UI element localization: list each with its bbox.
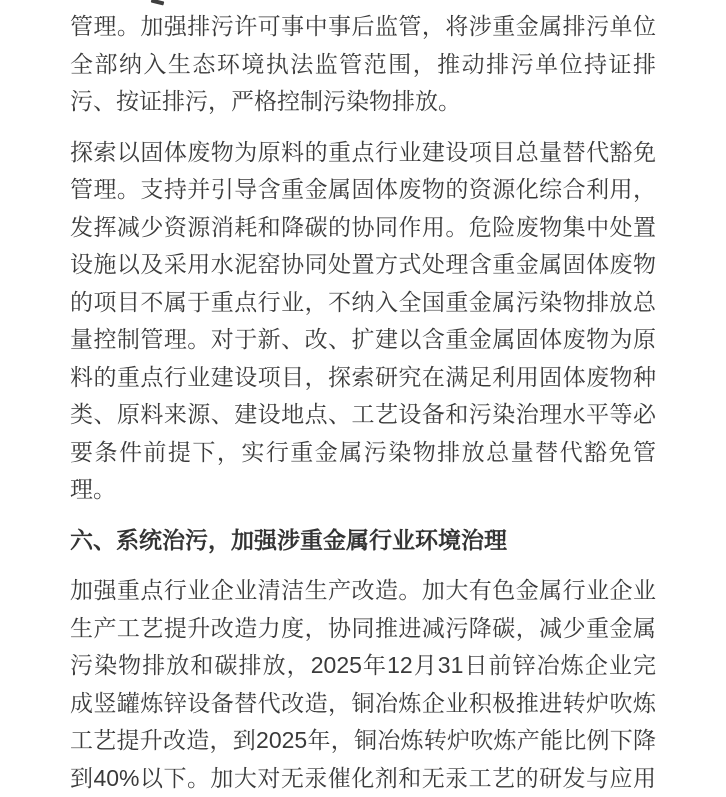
text-line: 污染物排放和碳排放，2025年12月31日前锌冶炼企业完	[70, 647, 656, 685]
text-line: 污、按证排污，严格控制污染物排放。	[70, 83, 656, 121]
section-heading	[70, 522, 656, 560]
text-line: 设施以及采用水泥窑协同处置方式处理含重金属固体废物	[70, 246, 656, 284]
text-line: 料的重点行业建设项目，探索研究在满足利用固体废物种	[70, 359, 656, 397]
paragraph	[70, 572, 656, 797]
text-line: 加强重点行业企业清洁生产改造。加大有色金属行业企业	[70, 572, 656, 610]
text-line: 的项目不属于重点行业，不纳入全国重金属污染物排放总	[70, 284, 656, 322]
cutoff-character-fragment	[151, 0, 165, 6]
text-line: 发挥减少资源消耗和降碳的协同作用。危险废物集中处置	[70, 209, 656, 247]
text-line: 六、系统治污，加强涉重金属行业环境治理	[70, 522, 656, 560]
paragraph	[70, 8, 656, 121]
text-line: 管理。加强排污许可事中事后监管，将涉重金属排污单位	[70, 8, 656, 46]
document-body	[70, 8, 656, 797]
text-line: 探索以固体废物为原料的重点行业建设项目总量替代豁免	[70, 134, 656, 172]
text-line: 量控制管理。对于新、改、扩建以含重金属固体废物为原	[70, 321, 656, 359]
text-line: 工艺提升改造，到2025年，铜冶炼转炉吹炼产能比例下降	[70, 722, 656, 760]
text-line: 成竖罐炼锌设备替代改造，铜冶炼企业积极推进转炉吹炼	[70, 685, 656, 723]
text-line: 要条件前提下，实行重金属污染物排放总量替代豁免管	[70, 434, 656, 472]
text-line: 理。	[70, 471, 656, 509]
text-line: 生产工艺提升改造力度，协同推进减污降碳，减少重金属	[70, 610, 656, 648]
paragraph	[70, 134, 656, 509]
text-line: 类、原料来源、建设地点、工艺设备和污染治理水平等必	[70, 396, 656, 434]
text-line: 全部纳入生态环境执法监管范围，推动排污单位持证排	[70, 46, 656, 84]
text-line: 管理。支持并引导含重金属固体废物的资源化综合利用，	[70, 171, 656, 209]
text-line: 到40%以下。加大对无汞催化剂和无汞工艺的研发与应用	[70, 760, 656, 797]
